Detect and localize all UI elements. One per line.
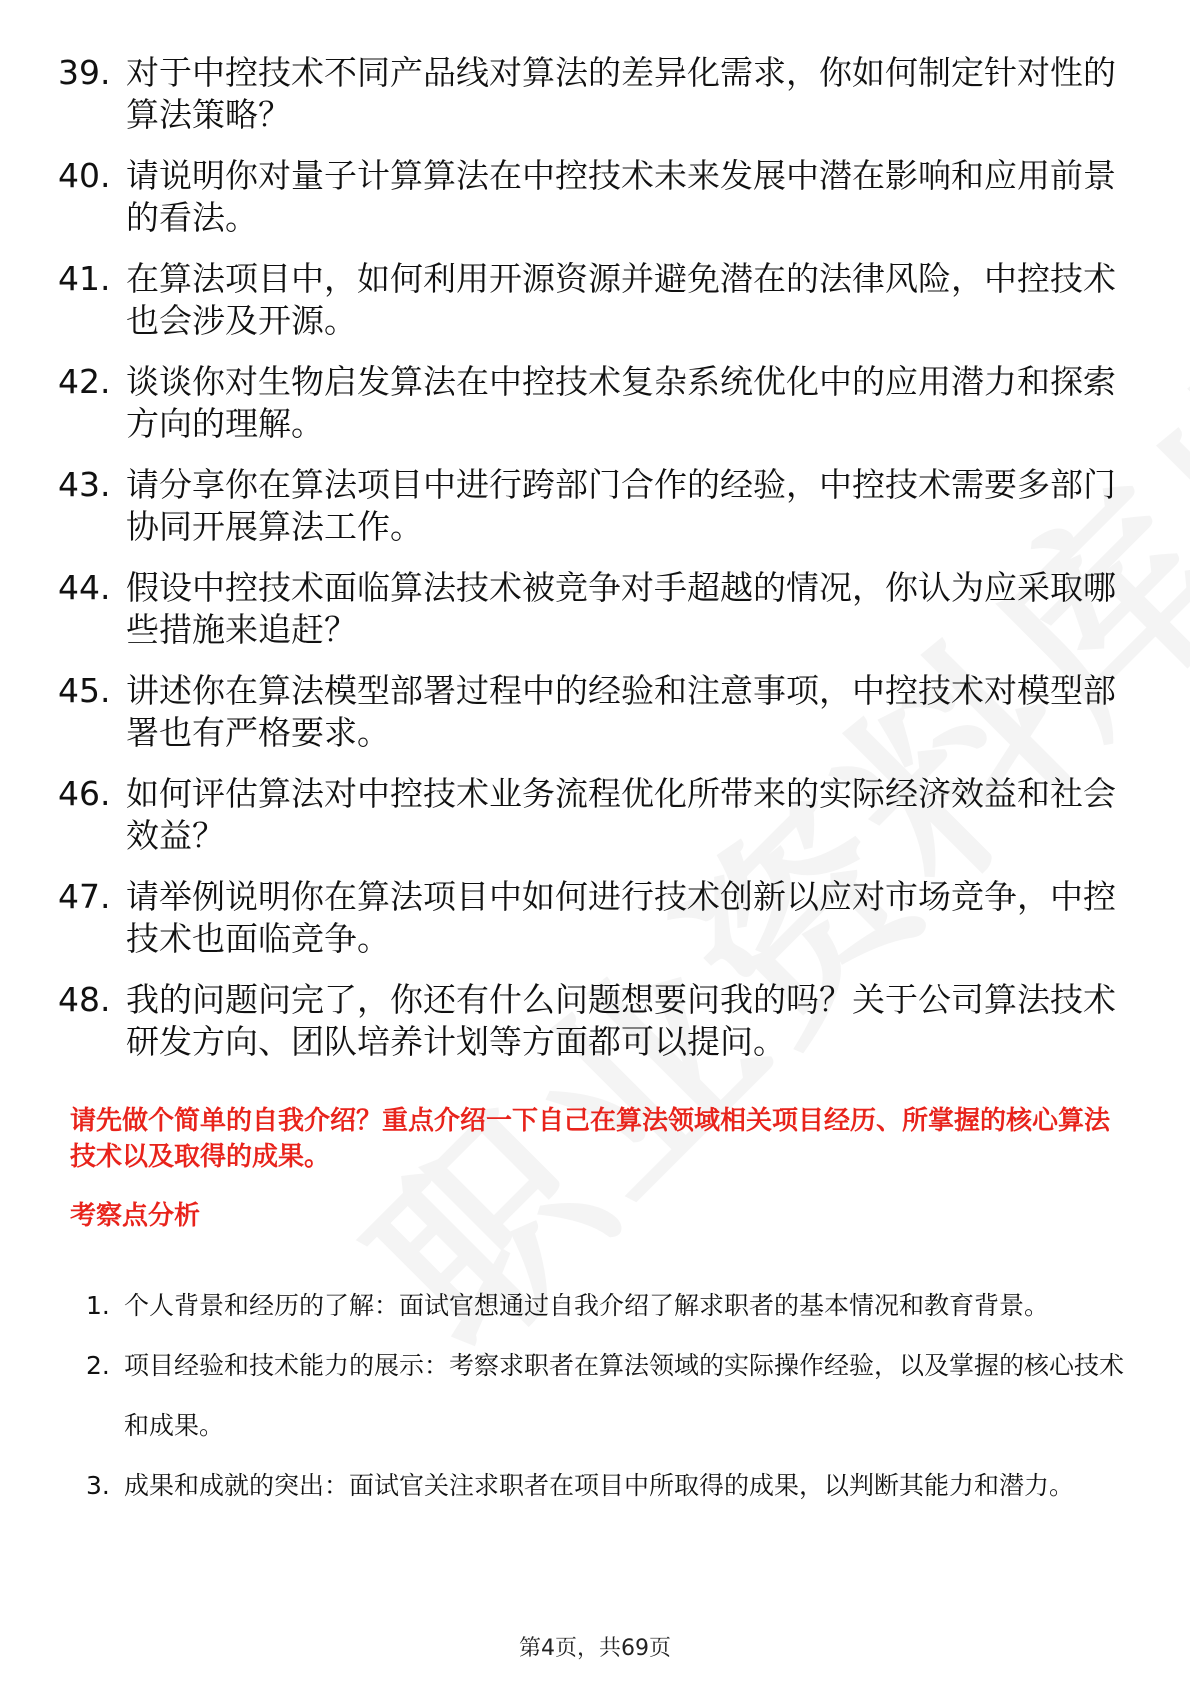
question-text: 对于中控技术不同产品线对算法的差异化需求，你如何制定针对性的算法策略？ (126, 53, 1116, 134)
question-number: 40. (58, 156, 111, 195)
question-text: 在算法项目中，如何利用开源资源并避免潜在的法律风险，中控技术也会涉及开源。 (126, 259, 1116, 340)
highlighted-question: 请先做个简单的自我介绍？重点介绍一下自己在算法领域相关项目经历、所掌握的核心算法技术以及取得的成果。 (70, 1106, 1111, 1172)
question-text: 讲述你在算法模型部署过程中的经验和注意事项，中控技术对模型部署也有严格要求。 (126, 671, 1116, 752)
question-item (58, 155, 1118, 239)
question-item (58, 670, 1118, 754)
question-item (58, 464, 1118, 548)
analysis-list (86, 1276, 1126, 1516)
question-text: 请说明你对量子计算算法在中控技术未来发展中潜在影响和应用前景的看法。 (126, 156, 1116, 237)
analysis-item (86, 1336, 1126, 1456)
question-item (58, 258, 1118, 342)
question-item (58, 567, 1118, 651)
question-number: 42. (58, 362, 111, 401)
analysis-number: 1. (86, 1291, 110, 1320)
analysis-text: 项目经验和技术能力的展示：考察求职者在算法领域的实际操作经验，以及掌握的核心技术和成果。 (124, 1351, 1125, 1440)
question-number: 43. (58, 465, 111, 504)
analysis-number: 3. (86, 1471, 110, 1500)
analysis-item (86, 1456, 1126, 1516)
question-item (58, 876, 1118, 960)
question-number: 39. (58, 53, 111, 92)
question-item (58, 979, 1118, 1063)
page-footer: 第4页，共69页 (519, 1636, 671, 1661)
question-item (58, 52, 1118, 136)
analysis-text: 个人背景和经历的了解：面试官想通过自我介绍了解求职者的基本情况和教育背景。 (124, 1291, 1050, 1320)
analysis-number: 2. (86, 1351, 110, 1380)
question-item (58, 361, 1118, 445)
question-number: 45. (58, 671, 111, 710)
analysis-text: 成果和成就的突出：面试官关注求职者在项目中所取得的成果，以判断其能力和潜力。 (124, 1471, 1075, 1500)
question-number: 47. (58, 877, 111, 916)
question-text: 我的问题问完了，你还有什么问题想要问我的吗？关于公司算法技术研发方向、团队培养计划等方面都可以提问。 (126, 980, 1116, 1061)
analysis-title: 考察点分析 (70, 1201, 201, 1231)
question-text: 如何评估算法对中控技术业务流程优化所带来的实际经济效益和社会效益？ (126, 774, 1116, 855)
analysis-item (86, 1276, 1126, 1336)
question-number: 46. (58, 774, 111, 813)
question-text: 请分享你在算法项目中进行跨部门合作的经验，中控技术需要多部门协同开展算法工作。 (126, 465, 1116, 546)
question-number: 48. (58, 980, 111, 1019)
question-text: 谈谈你对生物启发算法在中控技术复杂系统优化中的应用潜力和探索方向的理解。 (126, 362, 1116, 443)
question-text: 请举例说明你在算法项目中如何进行技术创新以应对市场竞争，中控技术也面临竞争。 (126, 877, 1116, 958)
question-list (58, 52, 1118, 1082)
question-text: 假设中控技术面临算法技术被竞争对手超越的情况，你认为应采取哪些措施来追赶？ (126, 568, 1116, 649)
question-number: 44. (58, 568, 111, 607)
question-item (58, 773, 1118, 857)
question-number: 41. (58, 259, 111, 298)
